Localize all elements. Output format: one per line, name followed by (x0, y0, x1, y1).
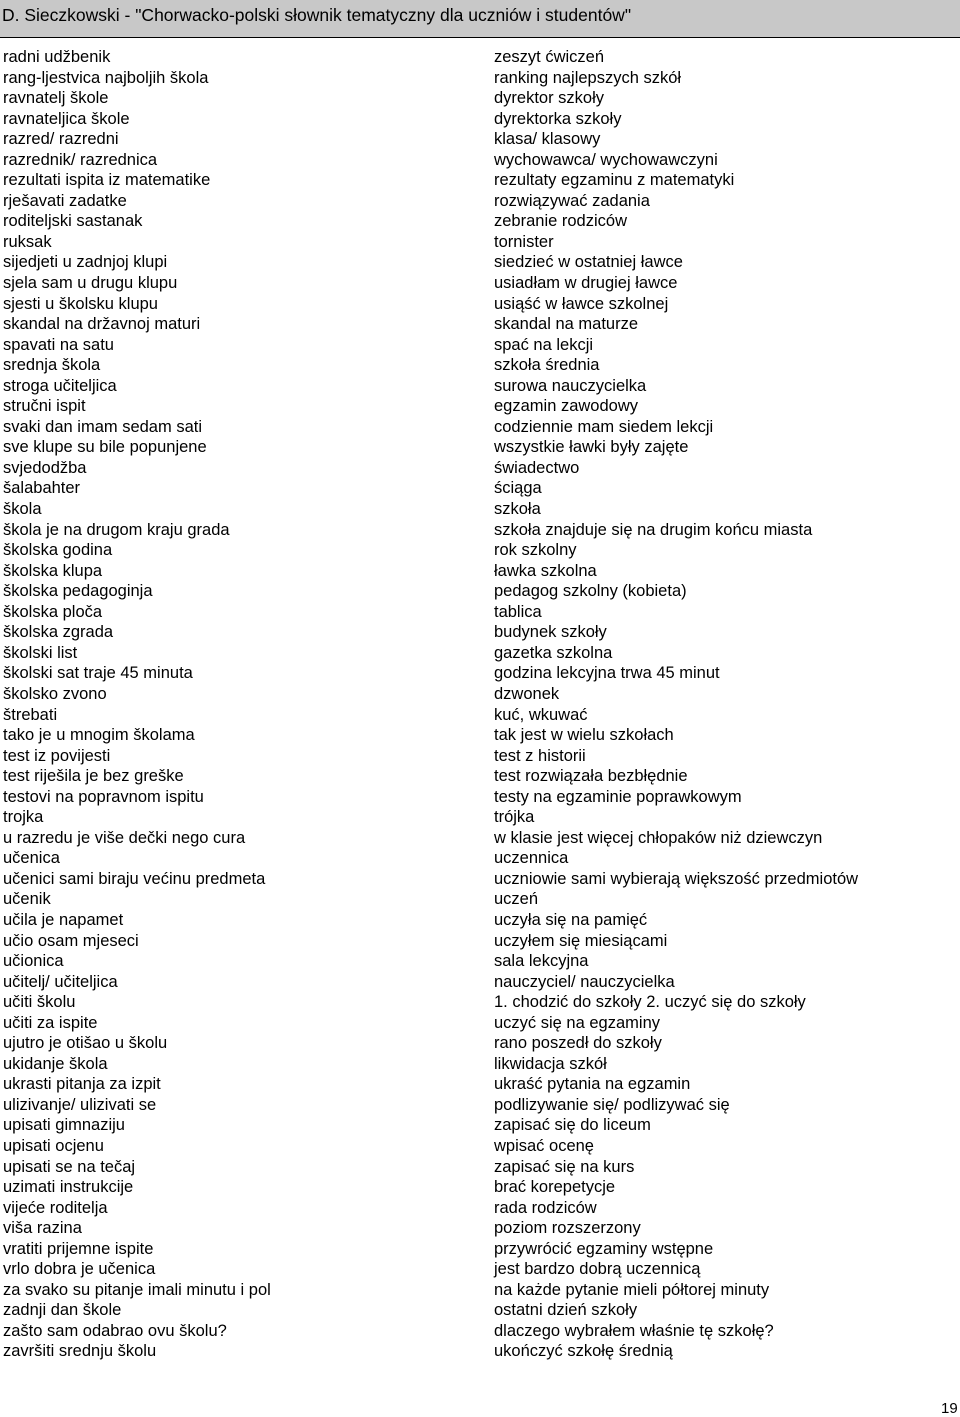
polish-translation: tablica (494, 602, 542, 621)
croatian-term: učiti školu (3, 993, 76, 1012)
polish-translation: dyrektor szkoły (494, 89, 605, 108)
croatian-term: ukrasti pitanja za izpit (3, 1075, 161, 1094)
croatian-term: za svako su pitanje imali minutu i pol (3, 1280, 271, 1299)
polish-translation: szkoła znajduje się na drugim końcu miasta (494, 520, 813, 539)
polish-translation: uczyć się na egzaminy (494, 1013, 660, 1032)
croatian-term: test riješila je bez greške (3, 767, 184, 786)
croatian-term: rang-ljestvica najboljih škola (3, 68, 209, 87)
polish-translation: codziennie mam siedem lekcji (494, 417, 714, 436)
polish-translation: uczyła się na pamięć (494, 910, 648, 929)
polish-translation: klasa/ klasowy (494, 130, 601, 149)
polish-translation: usiąść w ławce szkolnej (494, 294, 669, 313)
polish-translation: podlizywanie się/ podlizywać się (494, 1095, 730, 1114)
polish-translation: wszystkie ławki były zajęte (494, 438, 689, 457)
polish-translation: dyrektorka szkoły (494, 109, 622, 128)
croatian-term: učio osam mjeseci (3, 931, 139, 950)
polish-translation: rano poszedł do szkoły (494, 1034, 662, 1053)
croatian-term: školsko zvono (3, 684, 107, 703)
croatian-term: ukidanje škola (3, 1054, 108, 1073)
croatian-term: učenica (3, 849, 60, 868)
polish-translation: spać na lekcji (494, 335, 594, 354)
croatian-term: vijeće roditelja (3, 1198, 108, 1217)
polish-translation: skandal na maturze (494, 315, 638, 334)
croatian-term: učionica (3, 952, 64, 971)
croatian-term: upisati gimnaziju (3, 1116, 125, 1135)
polish-translation: szkoła średnia (494, 356, 600, 375)
croatian-term: tako je u mnogim školama (3, 726, 195, 745)
header-title: D. Sieczkowski - "Chorwacko-polski słownik tematyczny dla uczniów i studentów" (2, 5, 632, 25)
polish-translation: rok szkolny (494, 541, 577, 560)
polish-translation: rada rodziców (494, 1198, 597, 1217)
polish-translation: dlaczego wybrałem właśnie tę szkołę? (494, 1321, 774, 1340)
croatian-term: viša razina (3, 1219, 82, 1238)
croatian-term: vrlo dobra je učenica (3, 1260, 156, 1279)
polish-translation: tak jest w wielu szkołach (494, 726, 674, 745)
polish-translation: szkoła (494, 500, 541, 519)
polish-translation: zapisać się na kurs (494, 1157, 635, 1176)
croatian-term: sve klupe su bile popunjene (3, 438, 207, 457)
polish-translation: na każde pytanie mieli półtorej minuty (494, 1280, 770, 1299)
croatian-term: ulizivanje/ ulizivati se (3, 1095, 157, 1114)
croatian-term: školska klupa (3, 561, 103, 580)
croatian-term: spavati na satu (3, 335, 114, 354)
polish-translation: tornister (494, 232, 554, 251)
polish-translation: egzamin zawodowy (494, 397, 638, 416)
polish-translation: uczyłem się miesiącami (494, 931, 668, 950)
polish-translation: usiadłam w drugiej ławce (494, 274, 678, 293)
polish-translation: budynek szkoły (494, 623, 607, 642)
polish-translation: ranking najlepszych szkół (494, 68, 682, 87)
croatian-term: škola je na drugom kraju grada (3, 520, 230, 539)
croatian-term: rješavati zadatke (3, 191, 127, 210)
polish-translation: uczennica (494, 849, 569, 868)
polish-translation: zeszyt ćwiczeń (494, 48, 605, 66)
polish-translation: świadectwo (494, 458, 580, 477)
polish-translation: trójka (494, 808, 535, 827)
polish-translation: wychowawca/ wychowawczyni (494, 150, 718, 169)
croatian-term: roditeljski sastanak (3, 212, 143, 231)
polish-translation: test rozwiązała bezbłędnie (494, 767, 688, 786)
polish-translation: kuć, wkuwać (494, 705, 588, 724)
croatian-term: uzimati instrukcije (3, 1178, 134, 1197)
croatian-term: škola (3, 500, 42, 519)
croatian-term: učenik (3, 890, 51, 909)
polish-translation: ostatni dzień szkoły (494, 1301, 638, 1320)
polish-translation: ukończyć szkołę średnią (494, 1342, 673, 1361)
polish-translation: dzwonek (494, 684, 560, 703)
croatian-term: ravnatelj škole (3, 89, 109, 108)
polish-translation: przywrócić egzaminy wstępne (494, 1239, 714, 1258)
croatian-term: srednja škola (3, 356, 101, 375)
polish-translation: nauczyciel/ nauczycielka (494, 972, 675, 991)
croatian-term: zadnji dan škole (3, 1301, 122, 1320)
croatian-term: školski sat traje 45 minuta (3, 664, 193, 683)
polish-translation: poziom rozszerzony (494, 1219, 641, 1238)
polish-translation: zebranie rodziców (494, 212, 627, 231)
page-number: 19 (941, 1400, 958, 1417)
polish-translation: jest bardzo dobrą uczennicą (494, 1260, 701, 1279)
croatian-term: testovi na popravnom ispitu (3, 787, 204, 806)
croatian-term: završiti srednju školu (3, 1342, 157, 1361)
croatian-term: trojka (3, 808, 44, 827)
polish-translation: rozwiązywać zadania (494, 191, 650, 210)
polish-translation: 1. chodzić do szkoły 2. uczyć się do szkoły (494, 993, 806, 1012)
polish-terms-column (494, 47, 954, 1362)
croatian-term: školski list (3, 643, 78, 662)
croatian-term: školska pedagoginja (3, 582, 153, 601)
croatian-term: vratiti prijemne ispite (3, 1239, 154, 1258)
croatian-term: šalabahter (3, 479, 81, 498)
croatian-term: štrebati (3, 705, 58, 724)
polish-translation: zapisać się do liceum (494, 1116, 651, 1135)
croatian-term: skandal na državnoj maturi (3, 315, 201, 334)
polish-translation: likwidacja szkół (494, 1054, 607, 1073)
polish-translation: uczeń (494, 890, 539, 909)
croatian-term: ravnateljica škole (3, 109, 130, 128)
croatian-term: zašto sam odabrao ovu školu? (3, 1321, 227, 1340)
croatian-term: učiti za ispite (3, 1013, 98, 1032)
croatian-term: stručni ispit (3, 397, 86, 416)
croatian-term: ruksak (3, 232, 52, 251)
croatian-term: sijedjeti u zadnjoj klupi (3, 253, 168, 272)
croatian-term: školska godina (3, 541, 113, 560)
polish-translation: uczniowie sami wybierają większość przedmiotów (494, 869, 859, 888)
croatian-term: stroga učiteljica (3, 376, 117, 395)
croatian-term: učitelj/ učiteljica (3, 972, 118, 991)
croatian-term: upisati se na tečaj (3, 1157, 136, 1176)
polish-translation: test z historii (494, 746, 586, 765)
polish-translation: ukraść pytania na egzamin (494, 1075, 691, 1094)
croatian-term: sjela sam u drugu klupu (3, 274, 178, 293)
polish-translation: testy na egzaminie poprawkowym (494, 787, 742, 806)
croatian-term: u razredu je više dečki nego cura (3, 828, 246, 847)
croatian-term: školska zgrada (3, 623, 114, 642)
croatian-terms-column (3, 47, 473, 1362)
polish-translation: wpisać ocenę (494, 1136, 594, 1155)
polish-translation: gazetka szkolna (494, 643, 613, 662)
croatian-term: svaki dan imam sedam sati (3, 417, 202, 436)
croatian-term: učenici sami biraju većinu predmeta (3, 869, 266, 888)
croatian-term: ujutro je otišao u školu (3, 1034, 168, 1053)
polish-translation: rezultaty egzaminu z matematyki (494, 171, 735, 190)
polish-translation: ściąga (494, 479, 542, 498)
croatian-term: svjedodžba (3, 458, 87, 477)
page-header (0, 0, 960, 38)
croatian-term: test iz povijesti (3, 746, 111, 765)
polish-translation: surowa nauczycielka (494, 376, 647, 395)
polish-translation: siedzieć w ostatniej ławce (494, 253, 683, 272)
croatian-term: razrednik/ razrednica (3, 150, 158, 169)
croatian-term: radni udžbenik (3, 48, 111, 66)
croatian-term: upisati ocjenu (3, 1136, 104, 1155)
croatian-term: učila je napamet (3, 910, 124, 929)
croatian-term: školska ploča (3, 602, 103, 621)
croatian-term: sjesti u školsku klupu (3, 294, 158, 313)
polish-translation: ławka szkolna (494, 561, 597, 580)
polish-translation: w klasie jest więcej chłopaków niż dziewczyn (494, 828, 823, 847)
polish-translation: godzina lekcyjna trwa 45 minut (494, 664, 720, 683)
croatian-term: rezultati ispita iz matematike (3, 171, 211, 190)
polish-translation: brać korepetycje (494, 1178, 616, 1197)
polish-translation: pedagog szkolny (kobieta) (494, 582, 687, 601)
croatian-term: razred/ razredni (3, 130, 119, 149)
polish-translation: sala lekcyjna (494, 952, 589, 971)
